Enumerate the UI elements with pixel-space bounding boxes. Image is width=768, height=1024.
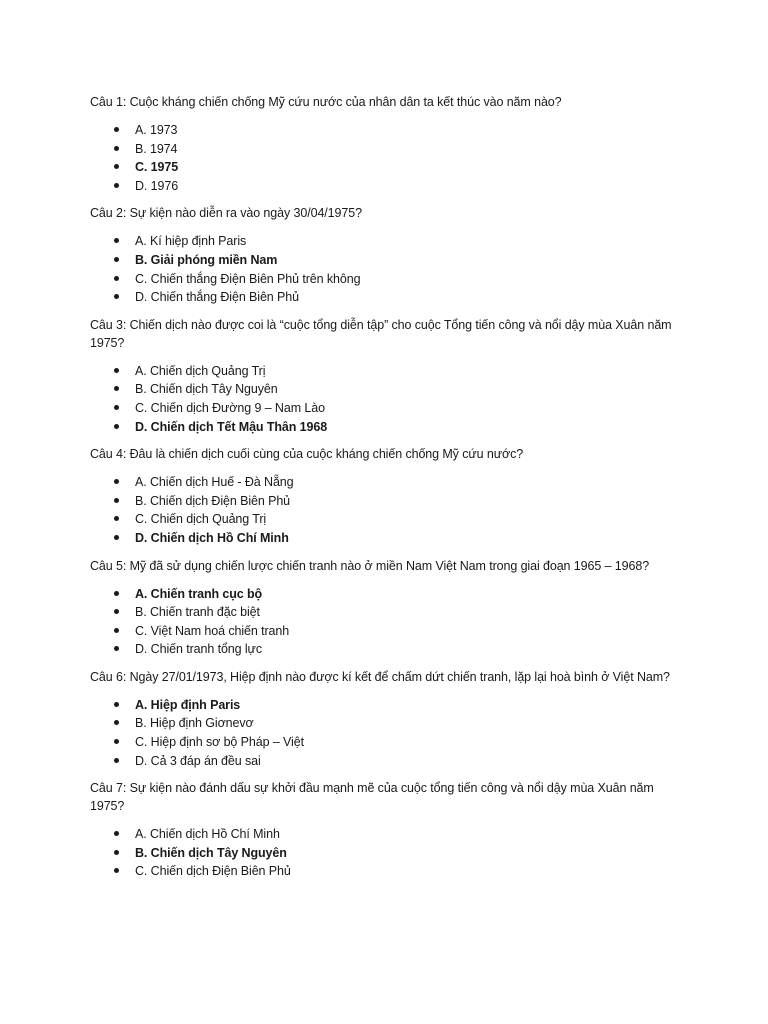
bullet-icon	[114, 739, 119, 744]
answer-options	[90, 232, 678, 306]
answer-option-text: D. Chiến dịch Hồ Chí Minh	[135, 530, 289, 545]
answer-option	[90, 640, 678, 659]
bullet-icon	[114, 127, 119, 132]
bullet-icon	[114, 591, 119, 596]
answer-option	[90, 752, 678, 771]
bullet-icon	[114, 535, 119, 540]
answer-option	[90, 714, 678, 733]
answer-option	[90, 177, 678, 196]
answer-option-correct	[90, 844, 678, 863]
question-text: Câu 1: Cuộc kháng chiến chống Mỹ cứu nước của nhân dân ta kết thúc vào năm nào?	[90, 95, 562, 109]
answer-option-text: C. Chiến dịch Quảng Trị	[135, 512, 267, 527]
answer-option-correct	[90, 585, 678, 604]
answer-option	[90, 510, 678, 529]
answer-option-text: A. Chiến dịch Hồ Chí Minh	[135, 827, 280, 842]
answer-option-text: A. Chiến dịch Quảng Trị	[135, 363, 266, 378]
answer-option-text: B. Chiến dịch Điện Biên Phủ	[135, 493, 291, 508]
answer-option-text: C. 1975	[135, 160, 179, 175]
question-text: Câu 4: Đâu là chiến dịch cuối cùng của cuộc kháng chiến chống Mỹ cứu nước?	[90, 447, 524, 462]
answer-option	[90, 603, 678, 622]
question-text: Câu 2: Sự kiện nào diễn ra vào ngày 30/04/1975?	[90, 206, 362, 221]
answer-option-text: D. Chiến thắng Điện Biên Phủ	[135, 290, 299, 305]
bullet-icon	[114, 498, 119, 503]
answer-option-text: B. Chiến dịch Tây Nguyên	[135, 845, 287, 860]
bullet-icon	[114, 294, 119, 299]
answer-options	[90, 362, 678, 436]
answer-option-correct	[90, 418, 678, 437]
answer-option-correct	[90, 529, 678, 548]
bullet-icon	[114, 628, 119, 633]
answer-option-text: B. 1974	[135, 141, 178, 156]
question-6	[90, 668, 678, 770]
question-2	[90, 204, 678, 306]
question-5	[90, 557, 678, 659]
answer-option	[90, 380, 678, 399]
answer-options	[90, 121, 678, 195]
question-list	[90, 93, 678, 881]
answer-option-text: B. Chiến dịch Tây Nguyên	[135, 382, 278, 397]
bullet-icon	[114, 405, 119, 410]
bullet-icon	[114, 516, 119, 521]
answer-option-correct	[90, 251, 678, 270]
answer-option-text: C. Chiến thắng Điện Biên Phủ trên không	[135, 271, 361, 286]
answer-option-correct	[90, 696, 678, 715]
answer-options	[90, 696, 678, 770]
answer-option-text: B. Chiến tranh đặc biệt	[135, 605, 260, 620]
answer-option	[90, 492, 678, 511]
answer-option-text: C. Chiến dịch Điện Biên Phủ	[135, 864, 291, 879]
answer-option	[90, 288, 678, 307]
bullet-icon	[114, 424, 119, 429]
question-4	[90, 445, 678, 547]
question-3	[90, 316, 678, 436]
answer-option	[90, 140, 678, 159]
question-1	[90, 93, 678, 195]
bullet-icon	[114, 164, 119, 169]
answer-option-text: C. Việt Nam hoá chiến tranh	[135, 623, 290, 638]
answer-option-text: C. Chiến dịch Đường 9 – Nam Lào	[135, 400, 325, 415]
question-7	[90, 779, 678, 881]
bullet-icon	[114, 276, 119, 281]
bullet-icon	[114, 868, 119, 873]
bullet-icon	[114, 702, 119, 707]
answer-options	[90, 585, 678, 659]
bullet-icon	[114, 146, 119, 151]
answer-options	[90, 825, 678, 881]
question-text: Câu 6: Ngày 27/01/1973, Hiệp định nào được kí kết để chấm dứt chiến tranh, lặp lại hoà bình ở Việt Nam?	[90, 669, 670, 684]
answer-options	[90, 473, 678, 547]
bullet-icon	[114, 386, 119, 391]
bullet-icon	[114, 758, 119, 763]
answer-option	[90, 622, 678, 641]
bullet-icon	[114, 609, 119, 614]
answer-option-text: D. Chiến dịch Tết Mậu Thân 1968	[135, 419, 328, 434]
answer-option-text: D. Chiến tranh tổng lực	[135, 642, 262, 657]
answer-option-text: A. Kí hiệp định Paris	[135, 234, 247, 249]
answer-option-text: B. Giải phóng miền Nam	[135, 252, 278, 267]
bullet-icon	[114, 368, 119, 373]
question-text: Câu 7: Sự kiện nào đánh dấu sự khởi đầu mạnh mẽ của cuộc tổng tiến công và nổi dậy mùa Xuân năm 1975?	[90, 781, 654, 814]
answer-option-text: A. Hiệp định Paris	[135, 697, 241, 712]
answer-option	[90, 733, 678, 752]
answer-option	[90, 270, 678, 289]
answer-option-text: C. Hiệp định sơ bộ Pháp – Việt	[135, 735, 304, 750]
bullet-icon	[114, 646, 119, 651]
answer-option-correct	[90, 158, 678, 177]
question-text: Câu 5: Mỹ đã sử dụng chiến lược chiến tranh nào ở miền Nam Việt Nam trong giai đoạn 1965 – 1968?	[90, 558, 650, 573]
bullet-icon	[114, 720, 119, 725]
answer-option-text: A. Chiến dịch Huế - Đà Nẵng	[135, 475, 294, 490]
bullet-icon	[114, 831, 119, 836]
answer-option-text: A. 1973	[135, 123, 178, 137]
answer-option	[90, 362, 678, 381]
answer-option-text: D. Cả 3 đáp án đều sai	[135, 753, 261, 768]
bullet-icon	[114, 183, 119, 188]
answer-option-text: A. Chiến tranh cục bộ	[135, 586, 263, 601]
answer-option-text: D. 1976	[135, 178, 179, 193]
bullet-icon	[114, 238, 119, 243]
answer-option	[90, 399, 678, 418]
answer-option	[90, 862, 678, 881]
bullet-icon	[114, 850, 119, 855]
answer-option-text: B. Hiệp định Giơnevơ	[135, 716, 254, 731]
answer-option	[90, 473, 678, 492]
answer-option	[90, 232, 678, 251]
answer-option	[90, 121, 678, 140]
bullet-icon	[114, 257, 119, 262]
bullet-icon	[114, 479, 119, 484]
answer-option	[90, 825, 678, 844]
question-text: Câu 3: Chiến dịch nào được coi là “cuộc tổng diễn tập” cho cuộc Tổng tiến công và nổi dậy mùa Xuân năm 1975?	[90, 317, 672, 350]
